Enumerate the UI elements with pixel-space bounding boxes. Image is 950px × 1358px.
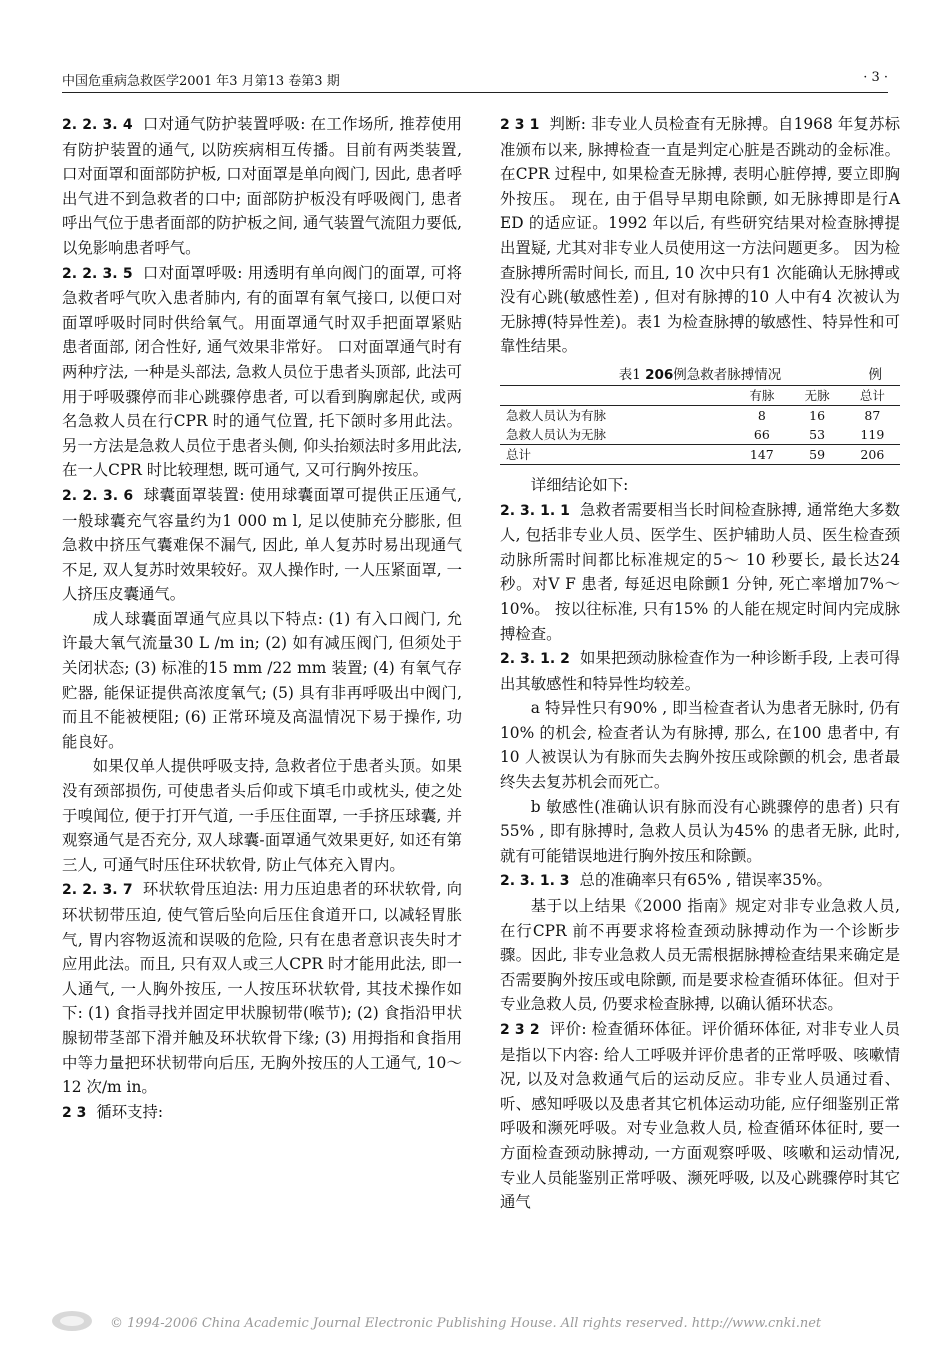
paragraph-text: 环状软骨压迫法: 用力压迫患者的环状软骨, 向环状韧带压迫, 使气管后坠向后压住食道开口, 以减轻胃胀气, 胃内容物返流和误吸的危险, 只有在患者意识丧失时才应用此法。而且, 只有双人或三人CPR 时才能用此法, 即一人通气, 一人胸外按压, 一人按压环状软骨, 其技术操作如下: (1) 食指寻找并固定甲状腺韧带(喉节); (2) 食指沿甲状腺韧带茎部下滑并触及环状软骨下缘; (3) 用拇指和食指用中等力量把环状韧带向后压, 无胸外按压的人工通气, 10～ 12 次/m in。: [62, 880, 462, 1097]
table-title-prefix: 表1: [618, 366, 641, 383]
paragraph: [500, 646, 900, 696]
paragraph: [62, 607, 462, 755]
paragraph-text: b 敏感性(准确认识有脉而没有心跳骤停的患者) 只有55% , 即有脉搏时, 急救人员认为45% 的患者无脉, 此时, 就有可能错误地进行胸外按压和除颤。: [500, 797, 900, 865]
journal-title: 中国危重病急救医学2001 年3 月第13 卷第3 期: [62, 74, 340, 89]
section-number: 2. 3. 1. 1: [500, 502, 570, 519]
paragraph-text: 评价: 检查循环体征。评价循环体征, 对非专业人员是指以下内容: 给人工呼吸并评价患者的正常呼吸、咳嗽情况, 以及对急救通气后的运动反应。非专业人员通过看、听、感知呼吸以及患者其它机体运动功能, 应仔细鉴别正常呼吸和濒死呼吸。对专业急救人员, 检查循环体征时, 要一方面检查颈动脉搏动, 一方面观察呼吸、咳嗽和运动情况, 专业人员能鉴别正常呼吸、濒死呼吸, 以及心跳骤停时其它通气: [500, 1020, 900, 1212]
section-number: 2. 3. 1. 3: [500, 873, 570, 890]
table-unit: 例: [868, 366, 882, 383]
paragraph: [62, 754, 462, 877]
table-header-cell: 有脉: [734, 385, 789, 405]
left-column: [62, 112, 462, 1125]
table-title-text: 例急救者脉搏情况: [673, 366, 782, 383]
table-header-cell: [500, 385, 734, 405]
table-cell: 总计: [500, 444, 734, 464]
paragraph: [500, 894, 900, 1017]
paragraph: [62, 1100, 462, 1126]
paragraph: [62, 877, 462, 1099]
cnki-logo-icon: [50, 1309, 94, 1333]
table-header-cell: 无脉: [789, 385, 844, 405]
right-column: [500, 112, 900, 1215]
paragraph: [500, 868, 900, 894]
paragraph-text: 急救者需要相当长时间检查脉搏, 通常绝大多数人, 包括非专业人员、医学生、医护辅助人员、医生检查颈动脉所需时间都比标准规定的5～ 10 秒要长, 最长达24 秒。对V F 患者, 每延迟电除颤1 分钟, 死亡率增加7%～ 10%。 按以往标准, 只有15% 的人能在规定时间内完成脉搏检查。: [500, 500, 900, 643]
paragraph: [62, 112, 462, 261]
table-cell: 66: [753, 426, 770, 442]
section-number: 2. 2. 3. 4: [62, 117, 133, 133]
table-total-row: [500, 444, 900, 464]
paragraph-text: 详细结论如下:: [530, 475, 629, 494]
paragraph-text: 口对面罩呼吸: 用透明有单向阀门的面罩, 可将急救者呼气吹入患者肺内, 有的面罩有氧气接口, 以便口对面罩呼吸时同时供给氧气。用面罩通气时双手把面罩紧贴患者面部, 闭合性好, 通气效果非常好。 口对面罩通气时有两种疗法, 一种是头部法, 急救人员位于患者头顶部, 此法可用于呼吸骤停而非心跳骤停患者, 可以看到胸廓起伏, 或两名急救人员在行CPR 时的通气位置, 托下颌时多用此法。另一方法是急救人员位于患者头侧, 仰头抬颏法时多用此法, 在一人CPR 时比较理想, 既可通气, 又可行胸外按压。: [62, 263, 462, 480]
table-1: [500, 365, 900, 465]
paragraph: [500, 473, 900, 498]
table-cell: 206: [845, 444, 900, 464]
paragraph: [62, 261, 462, 483]
paragraph: [62, 483, 462, 607]
paragraph-text: 成人球囊面罩通气应具以下特点: (1) 有入口阀门, 允许最大氧气流量30 L /m in; (2) 如有减压阀门, 但须处于关闭状态; (3) 标准的15 mm /22 mm 装置; (4) 有氧气存贮器, 能保证提供高浓度氧气; (5) 具有非再呼吸出中阀门, 而且不能被梗阻; (6) 正常环境及高温情况下易于操作, 功能良好。: [62, 609, 462, 751]
paragraph: [500, 112, 900, 359]
table-row: [500, 425, 900, 445]
paragraph-text: 如果把颈动脉检查作为一种诊断手段, 上表可得出其敏感性和特异性均较差。: [500, 649, 900, 693]
table-cell: 87: [864, 407, 881, 423]
paragraph-text: 判断: 非专业人员检查有无脉搏。自1968 年复苏标准颁布以来, 脉搏检查一直是判定心脏是否跳动的金标准。在CPR 过程中, 如果检查无脉搏, 表明心脏停搏, 要立即胸外按压。 现在, 由于倡导早期电除颤, 如无脉搏即是行A ED 的适应证。1992 年以后, 有些研究结果对检查脉搏提出置疑, 尤其对非专业人员使用这一方法问题更多。 因为检查脉搏所需时间长, 而且, 10 次中只有1 次能确认无脉搏或没有心跳(敏感性差) , 但对有脉搏的10 人中有4 次被认为无脉搏(特异性差)。表1 为检查脉搏的敏感性、特异性和可靠性结果。: [500, 115, 900, 356]
section-number: 2 3 2: [500, 1022, 540, 1038]
paragraph-text: 如果仅单人提供呼吸支持, 急救者位于患者头顶。如果没有颈部损伤, 可使患者头后仰或下填毛巾或枕头, 使之处于嗅闻位, 便于打开气道, 一手压住面罩, 一手挤压球囊, 并观察通气是否充分, 双人球囊-面罩通气效果更好, 如还有第三人, 可通气时压住环状软骨, 防止气体充入胃内。: [62, 757, 462, 874]
right-column-top: [500, 112, 900, 359]
section-number: 2. 3. 1. 2: [500, 651, 570, 668]
paragraph: [500, 795, 900, 869]
section-number: 2. 2. 3. 5: [62, 265, 133, 282]
pulse-table: [500, 385, 900, 465]
page-number: · 3 ·: [863, 70, 888, 85]
paragraph-text: a 特异性只有90% , 即当检查者认为患者无脉时, 仍有10% 的机会, 检查者认为有脉搏, 那么, 在100 患者中, 有10 人被误认为有脉而失去胸外按压或除颤的机会, 患者最终失去复苏机会而死亡。: [500, 699, 900, 792]
running-header: [62, 70, 888, 93]
table-title: [500, 365, 900, 385]
paragraph-text: 口对通气防护装置呼吸: 在工作场所, 推荐使用有防护装置的通气, 以防疾病相互传播。目前有两类装置, 口对面罩和面部防护板, 口对面罩是单向阀门, 因此, 患者呼出气进不到急救者的口中; 面部防护板没有呼吸阀门, 患者呼出气位于患者面部的防护板之间, 通气装置气流阻力要低, 以免影响患者呼气。: [62, 115, 462, 257]
table-cell: 16: [809, 407, 826, 423]
table-row: [500, 405, 900, 425]
paragraph-text: 球囊面罩装置: 使用球囊面罩可提供正压通气, 一般球囊充气容量约为1 000 m l, 足以使肺充分膨胀, 但急救中挤压气囊难保不漏气, 因此, 单人复苏时易出现通气不足, 双人复苏时效果较好。双人操作时, 一人压紧面罩, 一人挤压皮囊通气。: [62, 485, 462, 604]
table-cell: 147: [734, 444, 789, 464]
section-number: 2 3: [62, 1104, 87, 1121]
section-number: 2 3 1: [500, 117, 540, 133]
section-number: 2. 2. 3. 7: [62, 882, 133, 899]
table-cell: 59: [789, 444, 844, 464]
copyright-footer: © 1994-2006 China Academic Journal Electronic Publishing House. All rights reserved. http://www.cnki.net: [110, 1316, 822, 1331]
paragraph: [500, 498, 900, 647]
table-cell: 急救人员认为有脉: [506, 407, 607, 423]
paragraph-text: 总的准确率只有65% , 错误率35%。: [579, 871, 832, 890]
table-title-number: 206: [645, 366, 674, 383]
paragraph: [500, 696, 900, 794]
paragraph-text: 基于以上结果《2000 指南》规定对非专业急救人员, 在行CPR 前不再要求将检查颈动脉搏动作为一个诊断步骤。因此, 非专业急救人员无需根据脉搏检查结果来确定是否需要胸外按压或电除颤, 而是要求检查循环体征。但对于专业急救人员, 仍要求检查脉搏, 以确认循环状态。: [500, 897, 900, 1014]
table-cell: 急救人员认为无脉: [506, 426, 607, 442]
table-cell: 119: [860, 426, 885, 442]
paragraph: [500, 1017, 900, 1215]
section-number: 2. 2. 3. 6: [62, 487, 134, 504]
table-cell: 53: [809, 426, 826, 442]
table-cell: 8: [757, 407, 766, 423]
right-column-bottom: [500, 473, 900, 1215]
table-header-row: [500, 385, 900, 405]
table-header-cell: 总计: [845, 385, 900, 405]
paragraph-text: 循环支持:: [96, 1102, 164, 1121]
